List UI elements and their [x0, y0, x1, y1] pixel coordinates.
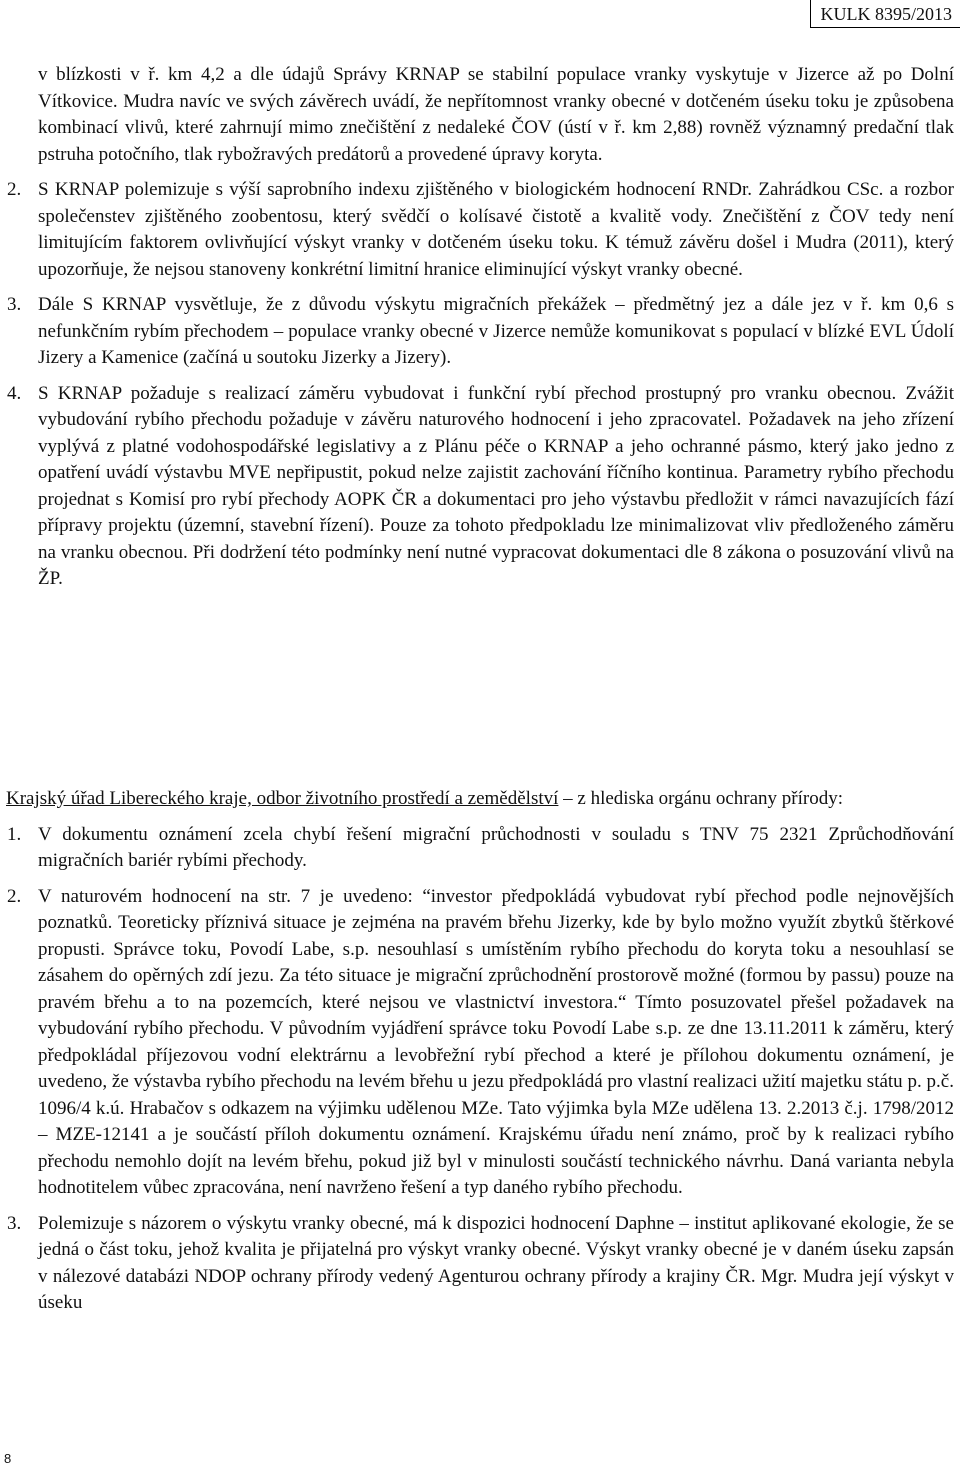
- list-item-number: 3.: [7, 1212, 22, 1234]
- list-item: [0, 292, 960, 372]
- list-item-text: Dále S KRNAP vysvětluje, že z důvodu výskytu migračních překážek – předmětný jez a dále jez v ř. km 0,6 s nefunkčním rybím přechodem – populace vranky obecné v Jizerce nemůže komunikovat s populací v blízké EVL Údolí Jizery a Kamenice (začíná u soutoku Jizerky a Jizery).: [38, 294, 954, 368]
- document-id-box: [810, 0, 960, 28]
- list-item: [0, 177, 960, 283]
- list-item: [0, 822, 960, 875]
- document-id: KULK 8395/2013: [820, 4, 952, 24]
- list-item: [0, 884, 960, 1202]
- list-item-text: S KRNAP požaduje s realizací záměru vybudovat i funkční rybí přechod prostupný pro vranku obecnou. Zvážit vybudování rybího přechodu požaduje v závěru naturového hodnocení i jeho zpracovatel. Požadavek na jeho zřízení vyplývá z platné vodohospodářské legislativy a z Plánu péče o KRNAP a jeho ochranné pásmo, který jako jedno z opatření uvádí výstavbu MVE nepřipustit, pokud nelze zajistit zachování říčního kontinua. Parametry rybího přechodu projednat s Komisí pro rybí přechody AOPK ČR a dokumentaci pro jeho výstavbu předložit v rámci navazujících fází přípravy projektu (územní, stavební řízení). Pouze za tohoto předpokladu lze minimalizovat vliv předloženého záměru na vranku obecnou. Při dodržení této podmínky není nutné vypracovat dokumentaci dle 8 zákona o posuzování vlivů na ŽP.: [38, 382, 954, 589]
- list-item-text: S KRNAP polemizuje s výší saprobního indexu zjištěného v biologickém hodnocení RNDr. Zahrádkou CSc. a rozbor společenstev zjištěného zoobentosu, který svědčí o kolísavé čistotě a kvalitě vody. Znečištění z ČOV tedy není limitujícím faktorem ovlivňující výskyt vranky v dotčeném úseku toku. K témuž závěru došel i Mudra (2011), který upozorňuje, že nejsou stanoveny konkrétní limitní hranice eliminující výskyt vranky obecné.: [38, 179, 954, 280]
- continuation-paragraph: v blízkosti v ř. km 4,2 a dle údajů Správy KRNAP se stabilní populace vranky vyskytuje v Jizerce až po Dolní Vítkovice. Mudra navíc ve svých závěrech uvádí, že nepřítomnost vranky obecné v dotčeném úseku toku je způsobena kombinací vlivů, které zahrnují mimo znečištění z nedaleké ČOV (ústí v ř. km 2,88) rovněž významný predační tlak pstruha potočního, tlak rybožravých predátorů a provedené úpravy koryta.: [38, 64, 954, 165]
- list-item-number: 4.: [7, 382, 22, 404]
- section-heading: [0, 786, 960, 813]
- kraj-section: [0, 786, 960, 1317]
- section-heading-rest: – z hlediska orgánu ochrany přírody:: [558, 788, 843, 809]
- list-item-number: 3.: [7, 294, 22, 315]
- page-number: 8: [4, 1450, 12, 1466]
- list-item-text: V naturovém hodnocení na str. 7 je uvedeno: “investor předpokládá vybudovat rybí přechod podle nejnovějších poznatků. Teoreticky příznivá situace je zejména na pravém břehu Jizerky, kde by bylo možno využít zbytků štěrkové propusti. Správce toku, Povodí Labe, s.p. nesouhlasí s umístěním rybího přechodu do koryta toku a nesouhlasí se zásahem do opěrných zdí jezu. Za této situace je migrační zprůchodnění prostorově možné (formou by passu) pouze na pravém břehu a to na pozemcích, které nejsou ve vlastnictví investora.“ Tímto posuzovatel přešel požadavek na vybudování rybího přechodu. V původním vyjádření správce toku Povodí Labe s.p. ze dne 13.11.2011 k záměru, který předpokládal příjezovou vodní elektrárnu a levobřežní rybí přechod a které je přílohou dokumentu oznámení, je uvedeno, že výstavba rybího přechodu na levém břehu u jezu předpokládá pro vlastní realizaci užití majetku státu p. p.č. 1096/4 k.ú. Hrabačov s odkazem na výjimku udělenou MZe. Tato výjimka byla MZe udělena 13. 2.2013 č.j. 1798/2012 – MZE-12141 a je součástí příloh dokumentu oznámení. Krajskému úřadu není známo, proč by k realizaci rybího přechodu nemohlo dojít na levém břehu, pokud již byl v minulosti součástí technického návrhu. Daná varianta nebyla hodnotitelem vůbec zpracována, není navrženo řešení a typ daného rybího přechodu.: [38, 885, 954, 1198]
- top-section: [0, 62, 960, 593]
- list-item-text: Polemizuje s názorem o výskytu vranky obecné, má k dispozici hodnocení Daphne – institut aplikované ekologie, že se jedná o část toku, jehož kvalita je přijatelná pro výskyt vranky obecné. Výskyt vranky obecné je v daném úseku zapsán v nálezové databázi NDOP ochrany přírody vedený Agenturou ochrany přírody a krajiny ČR. Mgr. Mudra její výskyt v úseku: [38, 1212, 954, 1313]
- list-item-number: 2.: [7, 885, 22, 907]
- list-item: [0, 381, 960, 593]
- list-item-number: 1.: [7, 823, 22, 845]
- list-item: [0, 1211, 960, 1317]
- list-item-text: V dokumentu oznámení zcela chybí řešení migrační průchodnosti v souladu s TNV 75 2321 Zprůchodňování migračních bariér rybími přechody.: [38, 823, 954, 871]
- list-item-number: 2.: [7, 179, 22, 200]
- section-heading-authority: Krajský úřad Libereckého kraje, odbor životního prostředí a zemědělství: [6, 788, 559, 809]
